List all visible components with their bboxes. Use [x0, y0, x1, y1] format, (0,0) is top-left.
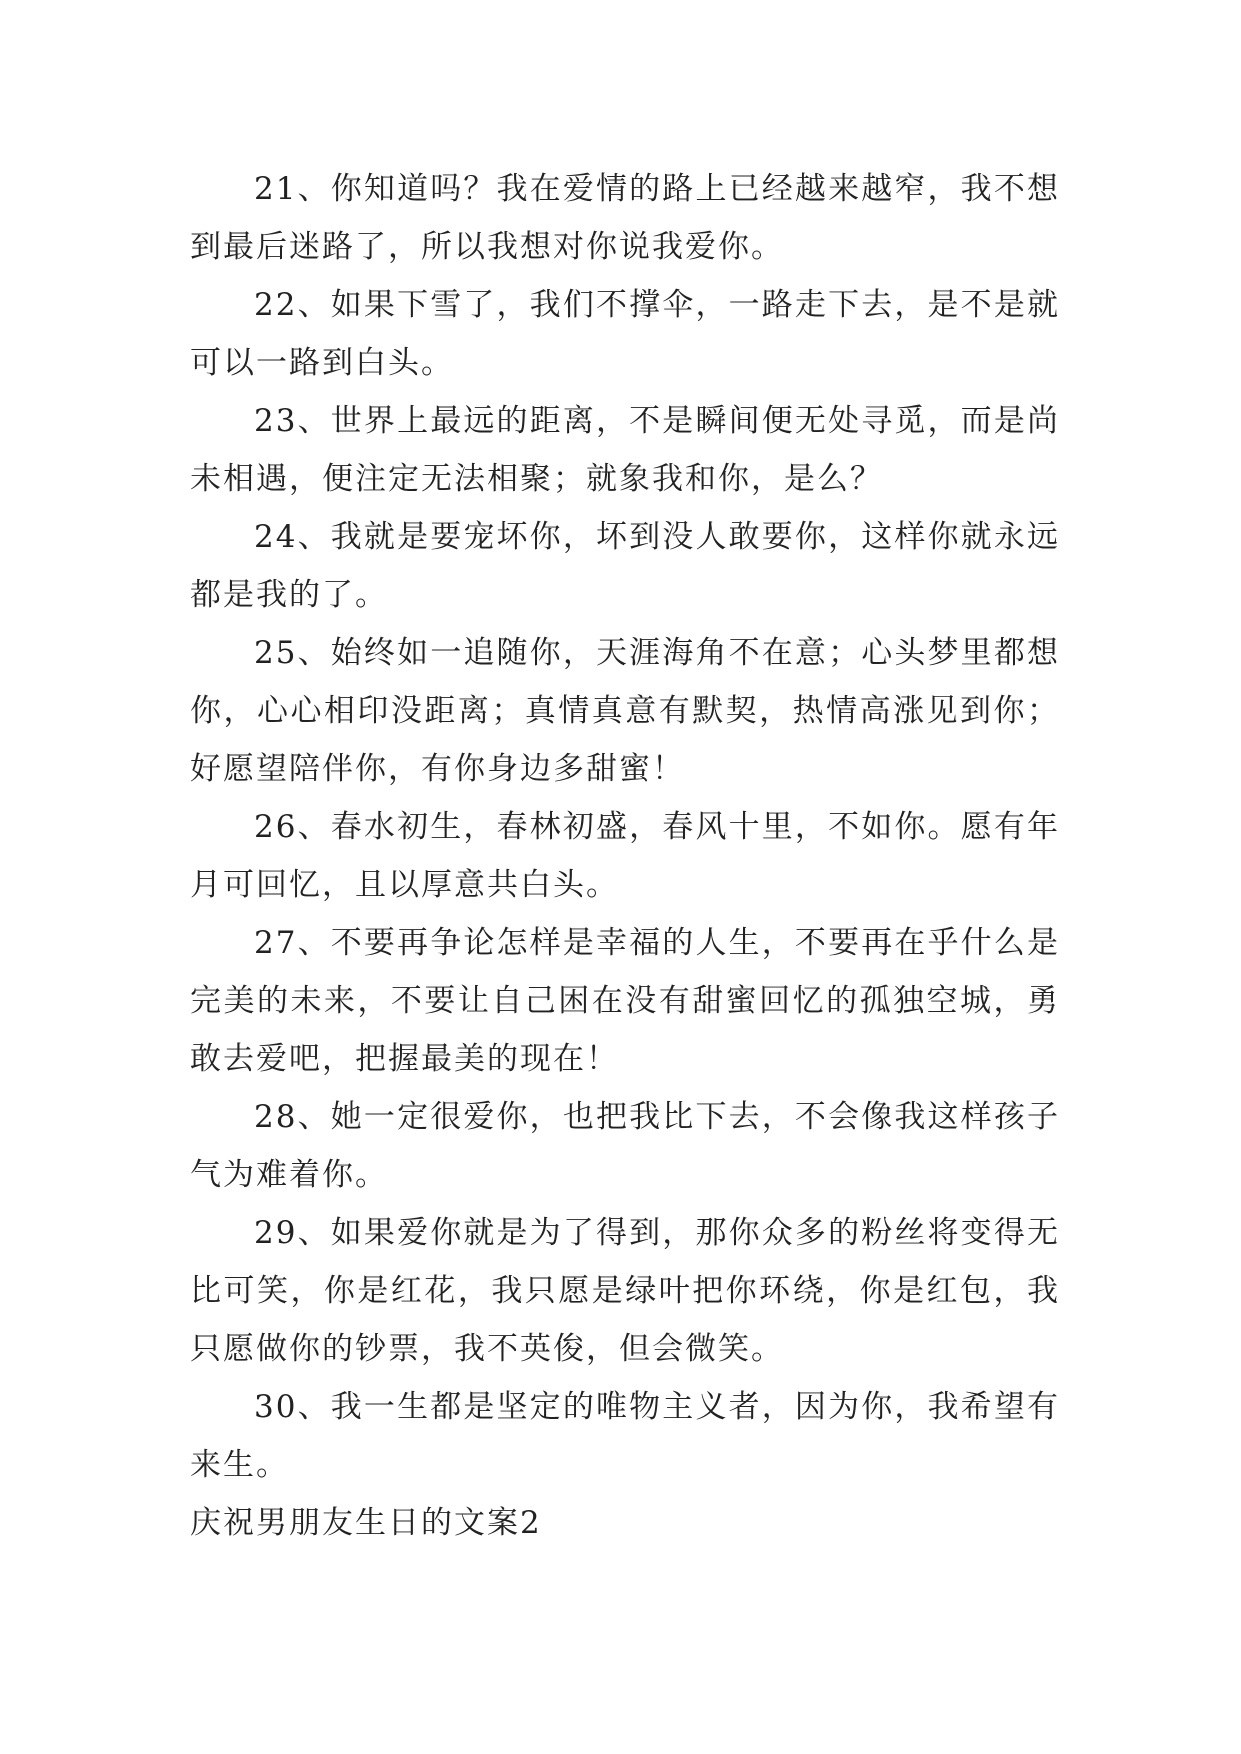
paragraph-21: 21、你知道吗？我在爱情的路上已经越来越窄，我不想到最后迷路了，所以我想对你说我爱你。 [190, 171, 1060, 265]
section-heading: 庆祝男朋友生日的文案2 [190, 1505, 542, 1541]
paragraph-29: 29、如果爱你就是为了得到，那你众多的粉丝将变得无比可笑，你是红花，我只愿是绿叶把你环绕，你是红包，我只愿做你的钞票，我不英俊，但会微笑。 [190, 1215, 1060, 1367]
document-body [190, 160, 1060, 1552]
paragraph-26: 26、春水初生，春林初盛，春风十里，不如你。愿有年月可回忆，且以厚意共白头。 [190, 809, 1060, 903]
paragraph-23: 23、世界上最远的距离，不是瞬间便无处寻觅，而是尚未相遇，便注定无法相聚；就象我和你，是么？ [190, 403, 1060, 497]
paragraph-28: 28、她一定很爱你，也把我比下去，不会像我这样孩子气为难着你。 [190, 1099, 1060, 1193]
paragraph-24: 24、我就是要宠坏你，坏到没人敢要你，这样你就永远都是我的了。 [190, 519, 1060, 613]
paragraph-25: 25、始终如一追随你，天涯海角不在意；心头梦里都想你，心心相印没距离；真情真意有默契，热情高涨见到你；好愿望陪伴你，有你身边多甜蜜！ [190, 635, 1060, 787]
paragraph-30: 30、我一生都是坚定的唯物主义者，因为你，我希望有来生。 [190, 1389, 1060, 1483]
paragraph-27: 27、不要再争论怎样是幸福的人生，不要再在乎什么是完美的未来，不要让自己困在没有甜蜜回忆的孤独空城，勇敢去爱吧，把握最美的现在！ [190, 925, 1060, 1077]
paragraph-22: 22、如果下雪了，我们不撑伞，一路走下去，是不是就可以一路到白头。 [190, 287, 1060, 381]
